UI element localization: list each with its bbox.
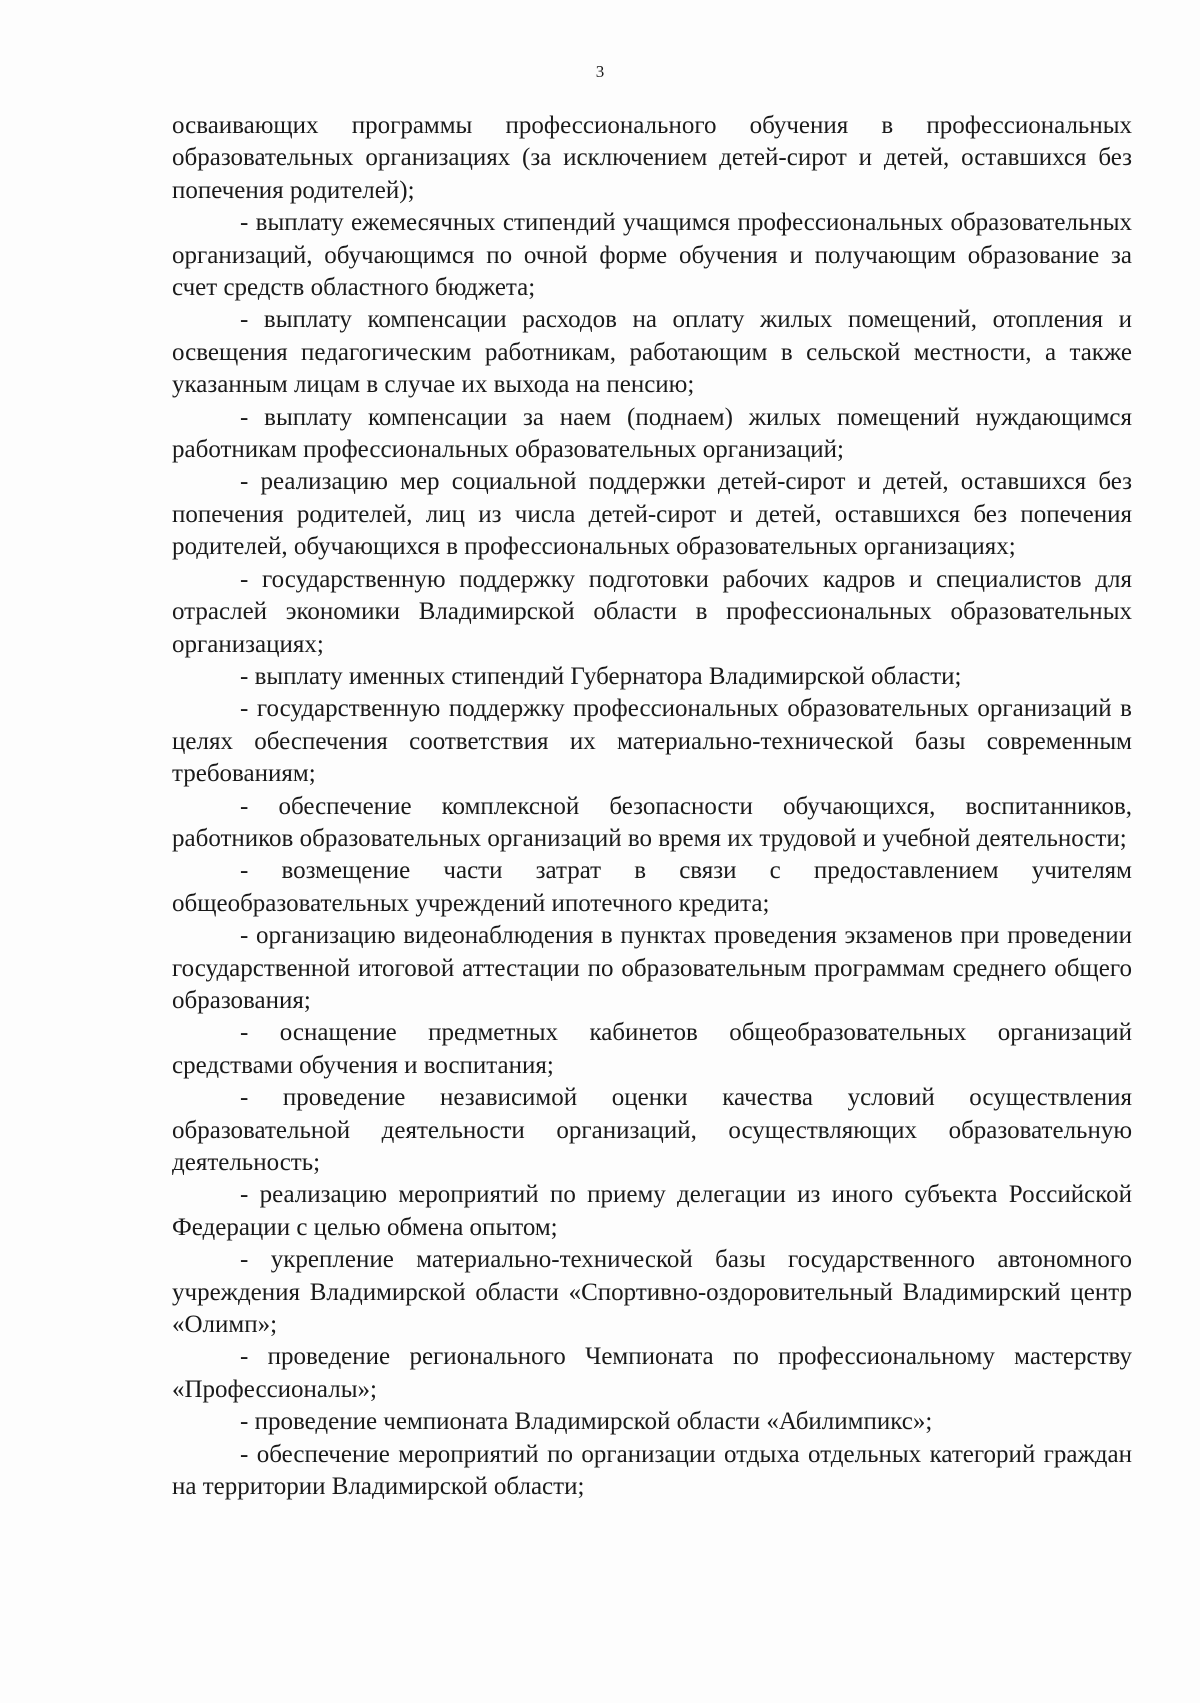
list-item: - реализацию мероприятий по приему делегации из иного субъекта Российской Федерации с целью обмена опытом; [172,1181,1132,1241]
document-body [172,110,1132,1503]
list-item: - государственную поддержку профессиональных образовательных организаций в целях обеспечения соответствия их материально-технической базы современным требованиям; [172,695,1132,788]
list-item: - проведение регионального Чемпионата по профессиональному мастерству «Профессионалы»; [172,1343,1132,1403]
list-item: - выплату компенсации расходов на оплату жилых помещений, отопления и освещения педагогическим работникам, работающим в сельской местности, а также указанным лицам в случае их выхода на пенсию; [172,306,1132,399]
page-number: 3 [595,62,605,81]
list-item: - выплату именных стипендий Губернатора Владимирской области; [240,662,962,690]
list-item: - проведение независимой оценки качества условий осуществления образовательной деятельности организаций, осуществляющих образовательную деятельность; [172,1084,1132,1176]
list-item: - обеспечение комплексной безопасности обучающихся, воспитанников, работников образовательных организаций во время их трудовой и учебной деятельности; [172,792,1132,852]
paragraph-continuation: осваивающих программы профессионального обучения в профессиональных образовательных организациях (за исключением детей-сирот и детей, оставшихся без попечения родителей); [172,112,1132,204]
list-item: - государственную поддержку подготовки рабочих кадров и специалистов для отраслей экономики Владимирской области в профессиональных образовательных организациях; [172,565,1132,658]
list-item: - возмещение части затрат в связи с предоставлением учителям общеобразовательных учреждений ипотечного кредита; [172,857,1132,917]
list-item: - оснащение предметных кабинетов общеобразовательных организаций средствами обучения и воспитания; [172,1019,1132,1079]
list-item: - реализацию мер социальной поддержки детей-сирот и детей, оставшихся без попечения родителей, лиц из числа детей-сирот и детей, оставшихся без попечения родителей, обучающихся в профессиональных образовательных организациях; [172,468,1132,561]
list-item: - обеспечение мероприятий по организации отдыха отдельных категорий граждан на территории Владимирской области; [172,1440,1132,1501]
list-item: - проведение чемпионата Владимирской области «Абилимпикс»; [240,1408,933,1436]
list-item: - организацию видеонаблюдения в пунктах проведения экзаменов при проведении государственной итоговой аттестации по образовательным программам среднего общего образования; [172,922,1132,1014]
list-item: - выплату ежемесячных стипендий учащимся профессиональных образовательных организаций, обучающимся по очной форме обучения и получающим образование за счет средств областного бюджета; [172,209,1132,302]
list-item: - выплату компенсации за наем (поднаем) жилых помещений нуждающимся работникам профессиональных образовательных организаций; [172,403,1132,464]
list-item: - укрепление материально-технической базы государственного автономного учреждения Владимирской области «Спортивно-оздоровительный Владимирский центр «Олимп»; [172,1246,1132,1339]
